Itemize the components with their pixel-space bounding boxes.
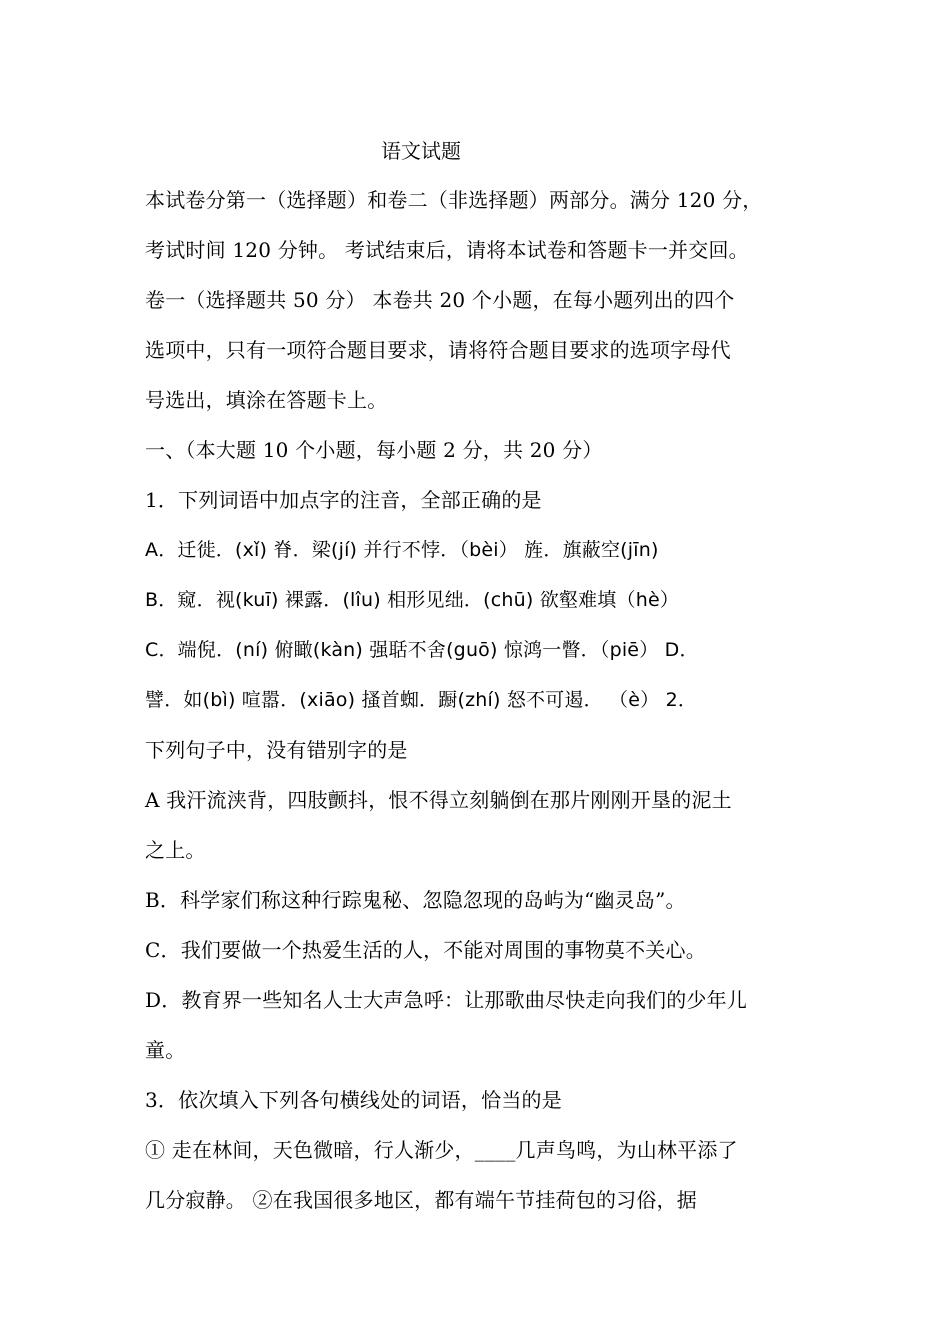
question-1-option-c: C．端倪．(ní) 俯瞰(kàn) 强聒不舍(guō) 惊鸿一瞥．（piē） D． bbox=[145, 639, 699, 661]
section-one-line-3: 号选出，填涂在答题卡上。 bbox=[145, 388, 388, 412]
intro-line-1: 本试卷分第一（选择题）和卷二（非选择题）两部分。满分 120 分， bbox=[145, 188, 763, 212]
page-title: 语文试题 bbox=[381, 139, 461, 163]
question-3-item-2: 几分寂静。 ②在我国很多地区，都有端午节挂荷包的习俗，据 bbox=[145, 1188, 697, 1212]
question-1-stem: 1．下列词语中加点字的注音，全部正确的是 bbox=[145, 488, 542, 512]
section-one-line-2: 选项中，只有一项符合题目要求，请将符合题目要求的选项字母代 bbox=[145, 338, 731, 362]
question-2-option-c: C．我们要做一个热爱生活的人，不能对周围的事物莫不关心。 bbox=[145, 938, 706, 962]
question-2-option-a: A 我汗流浃背，四肢颤抖，恨不得立刻躺倒在那片刚刚开垦的泥土 bbox=[145, 788, 732, 812]
question-2-option-b: B．科学家们称这种行踪鬼秘、忽隐忽现的岛屿为“幽灵岛”。 bbox=[145, 888, 686, 912]
question-1-option-a: A．迁徙．(xǐ) 脊．梁(jí) 并行不悖．（bèi） 旌．旗蔽空(jīn) bbox=[145, 539, 659, 561]
question-2-stem: 下列句子中，没有错别字的是 bbox=[145, 738, 408, 762]
question-2-option-d-cont: 童。 bbox=[145, 1038, 186, 1062]
section-one-line-1: 卷一（选择题共 50 分） 本卷共 20 个小题，在每小题列出的四个 bbox=[145, 288, 735, 312]
question-3-item-1: ① 走在林间，天色微暗，行人渐少，____几声鸟鸣，为山林平添了 bbox=[145, 1138, 738, 1162]
question-2-option-a-cont: 之上。 bbox=[145, 838, 206, 862]
question-2-option-d: D．教育界一些知名人士大声急呼：让那歌曲尽快走向我们的少年儿 bbox=[145, 988, 748, 1012]
intro-line-2: 考试时间 120 分钟。 考试结束后，请将本试卷和答题卡一并交回。 bbox=[145, 238, 749, 262]
question-1-option-d: 譬．如(bì) 喧嚣．(xiāo) 搔首蜘．蹰(zhí) 怒不可遏． （è） 2． bbox=[145, 689, 698, 711]
question-1-option-b: B．窥．视(kuī) 裸露．(lîu) 相形见绌．(chū) 欲壑难填（hè） bbox=[145, 589, 680, 611]
question-3-stem: 3．依次填入下列各句横线处的词语，恰当的是 bbox=[145, 1088, 562, 1112]
part-one-heading: 一、（本大题 10 个小题，每小题 2 分，共 20 分） bbox=[145, 438, 603, 462]
